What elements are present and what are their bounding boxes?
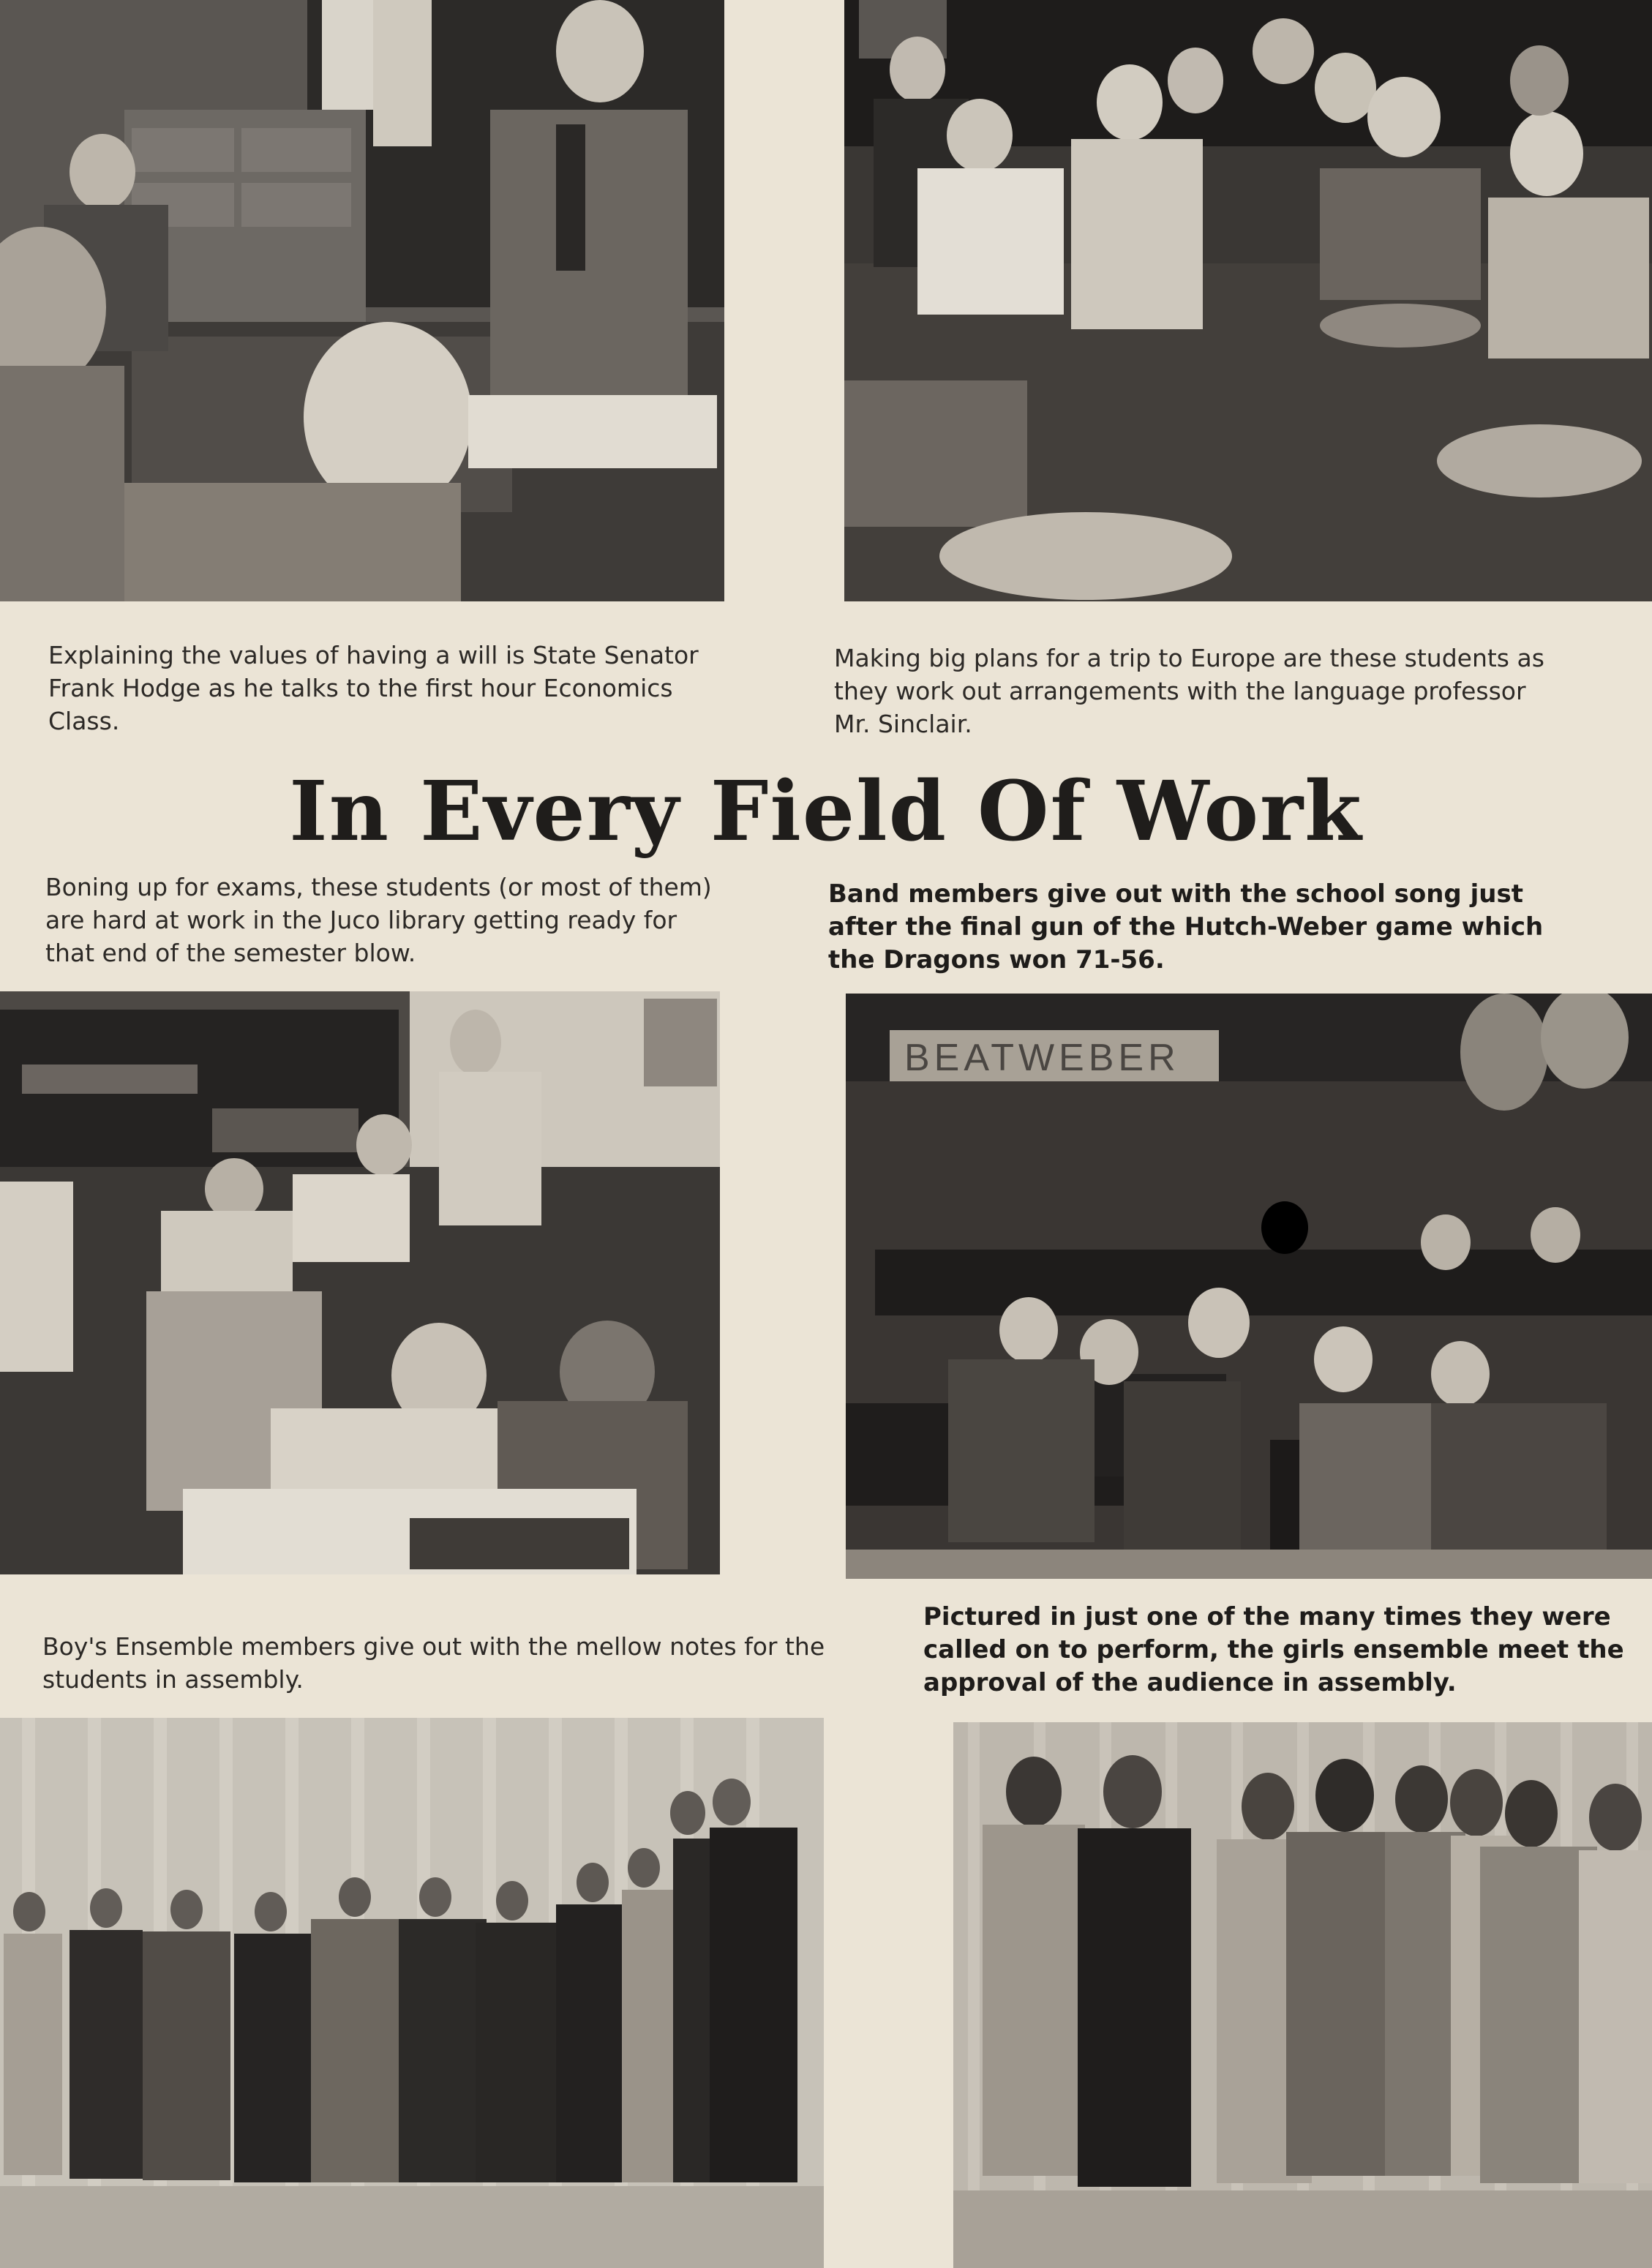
caption-girls-ensemble: Pictured in just one of the many times they were called on to perform, the girls ensemble meet the approval of the audience in assembly. — [923, 1602, 1624, 1697]
caption-economics-class: Explaining the values of having a will is State Senator Frank Hodge as he talks to the first hour Economics Class. — [48, 641, 699, 735]
caption-boys-ensemble: Boy's Ensemble members give out with the mellow notes for the students in assembly. — [42, 1632, 825, 1694]
photo-boys-ensemble — [0, 1718, 824, 2268]
page-headline: In Every Field Of Work — [289, 764, 1363, 860]
caption-library: Boning up for exams, these students (or most of them) are hard at work in the Juco library getting ready for that end of the semester blow. — [45, 873, 712, 967]
photo-band — [846, 994, 1652, 1579]
photo-library — [0, 991, 720, 1574]
photo-girls-ensemble — [953, 1722, 1652, 2268]
photo-europe-trip — [844, 0, 1652, 601]
caption-europe-trip: Making big plans for a trip to Europe are these students as they work out arrangements with the language professor Mr. Sinclair. — [834, 644, 1544, 738]
band-banner-text: BEATWEBER — [904, 1037, 1180, 1079]
photo-economics-class — [0, 0, 724, 601]
caption-band: Band members give out with the school song just after the final gun of the Hutch-Weber game which the Dragons won 71-56. — [828, 879, 1544, 975]
